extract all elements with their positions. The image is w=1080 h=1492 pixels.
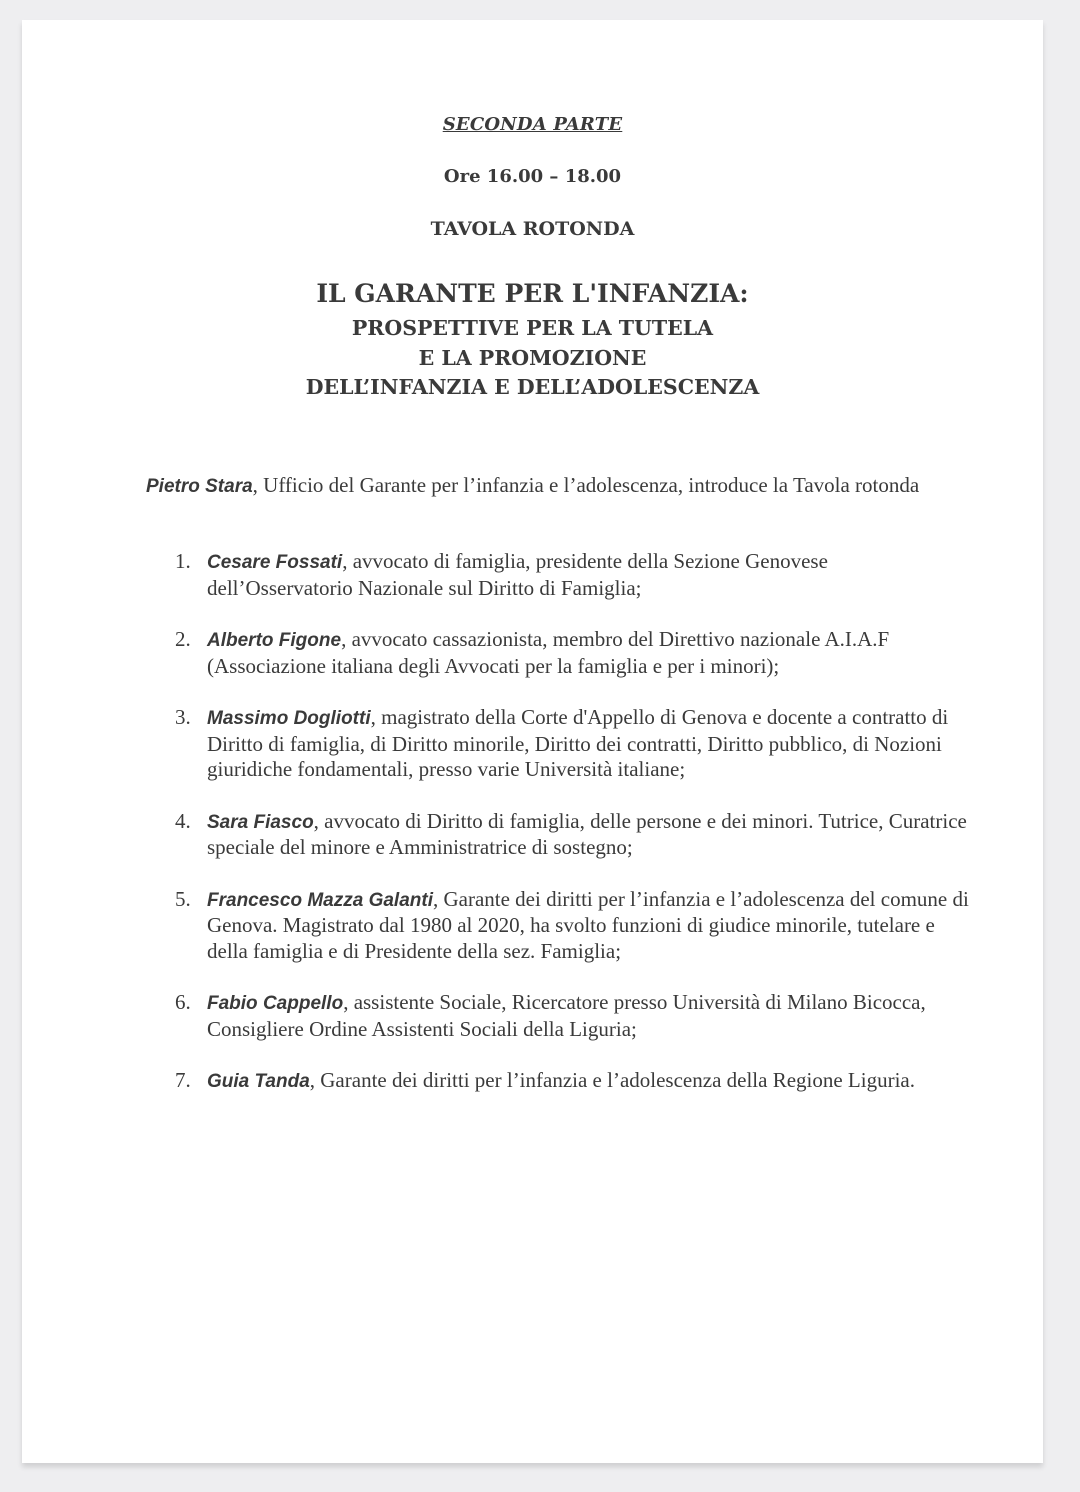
list-item bbox=[172, 549, 972, 601]
speakers-list bbox=[172, 549, 972, 1121]
list-item bbox=[172, 990, 972, 1042]
speaker-name: Guia Tanda bbox=[207, 1071, 310, 1092]
speaker-name: Francesco Mazza Galanti bbox=[207, 889, 433, 911]
item-number: 7. bbox=[175, 1068, 191, 1092]
item-number: 3. bbox=[175, 705, 191, 729]
list-item bbox=[172, 1068, 972, 1095]
item-number: 2. bbox=[175, 627, 191, 651]
moderator-name: Pietro Stara bbox=[146, 476, 253, 497]
speaker-description: , magistrato della Corte d'Appello di Genova e docente a contratto di Diritto di famiglia, di Diritto minorile, Diritto dei contratti, Diritto pubblico, di Nozioni giuridiche fondamentali, presso varie Università italiane; bbox=[207, 705, 949, 781]
speaker-description: , assistente Sociale, Ricercatore presso Università di Milano Bicocca, Consigliere Ordine Assistenti Sociali della Liguria; bbox=[207, 990, 926, 1041]
speaker-name: Sara Fiasco bbox=[207, 811, 314, 833]
subtitle-line: PROSPETTIVE PER LA TUTELA bbox=[351, 316, 714, 340]
intro-paragraph bbox=[146, 473, 946, 500]
speaker-description: , Garante dei diritti per l’infanzia e l’adolescenza della Regione Liguria. bbox=[309, 1068, 915, 1092]
list-item bbox=[172, 887, 972, 965]
item-number: 1. bbox=[175, 549, 191, 573]
list-item bbox=[172, 809, 972, 861]
speaker-name: Alberto Figone bbox=[207, 630, 342, 651]
list-item bbox=[172, 627, 972, 679]
subtitle-line: DELL’INFANZIA E DELL’ADOLESCENZA bbox=[305, 375, 760, 399]
subtitle-line: E LA PROMOZIONE bbox=[418, 345, 647, 370]
document-page bbox=[22, 20, 1043, 1463]
document-title: IL GARANTE PER L'INFANZIA: bbox=[316, 279, 749, 308]
speaker-name: Cesare Fossati bbox=[207, 552, 343, 573]
item-number: 5. bbox=[175, 886, 191, 911]
intro-text: , Ufficio del Garante per l’infanzia e l’adolescenza, introduce la Tavola rotonda bbox=[252, 473, 920, 497]
speaker-description: , avvocato di Diritto di famiglia, delle persone e dei minori. Tutrice, Curatrice speciale del minore e Amministratrice di sostegno; bbox=[207, 808, 967, 859]
list-item bbox=[172, 705, 972, 783]
document-subtitle bbox=[22, 314, 1043, 403]
speaker-name: Fabio Cappello bbox=[207, 993, 344, 1014]
session-time: Ore 16.00 – 18.00 bbox=[443, 166, 622, 187]
speaker-description: , Garante dei diritti per l’infanzia e l’adolescenza del comune di Genova. Magistrato dal 1980 al 2020, ha svolto funzioni di giudice minorile, tutelare e della famiglia e di Presidente della sez. Famiglia; bbox=[207, 886, 969, 963]
speaker-name: Massimo Dogliotti bbox=[207, 708, 371, 729]
speaker-description: , avvocato cassazionista, membro del Direttivo nazionale A.I.A.F (Associazione italiana degli Avvocati per la famiglia e per i minori); bbox=[207, 627, 890, 678]
item-number: 6. bbox=[175, 990, 191, 1014]
event-type: TAVOLA ROTONDA bbox=[430, 218, 635, 240]
item-number: 4. bbox=[175, 808, 191, 833]
speaker-description: , avvocato di famiglia, presidente della Sezione Genovese dell’Osservatorio Nazionale sul Diritto di Famiglia; bbox=[207, 549, 828, 600]
section-label: SECONDA PARTE bbox=[442, 114, 623, 135]
